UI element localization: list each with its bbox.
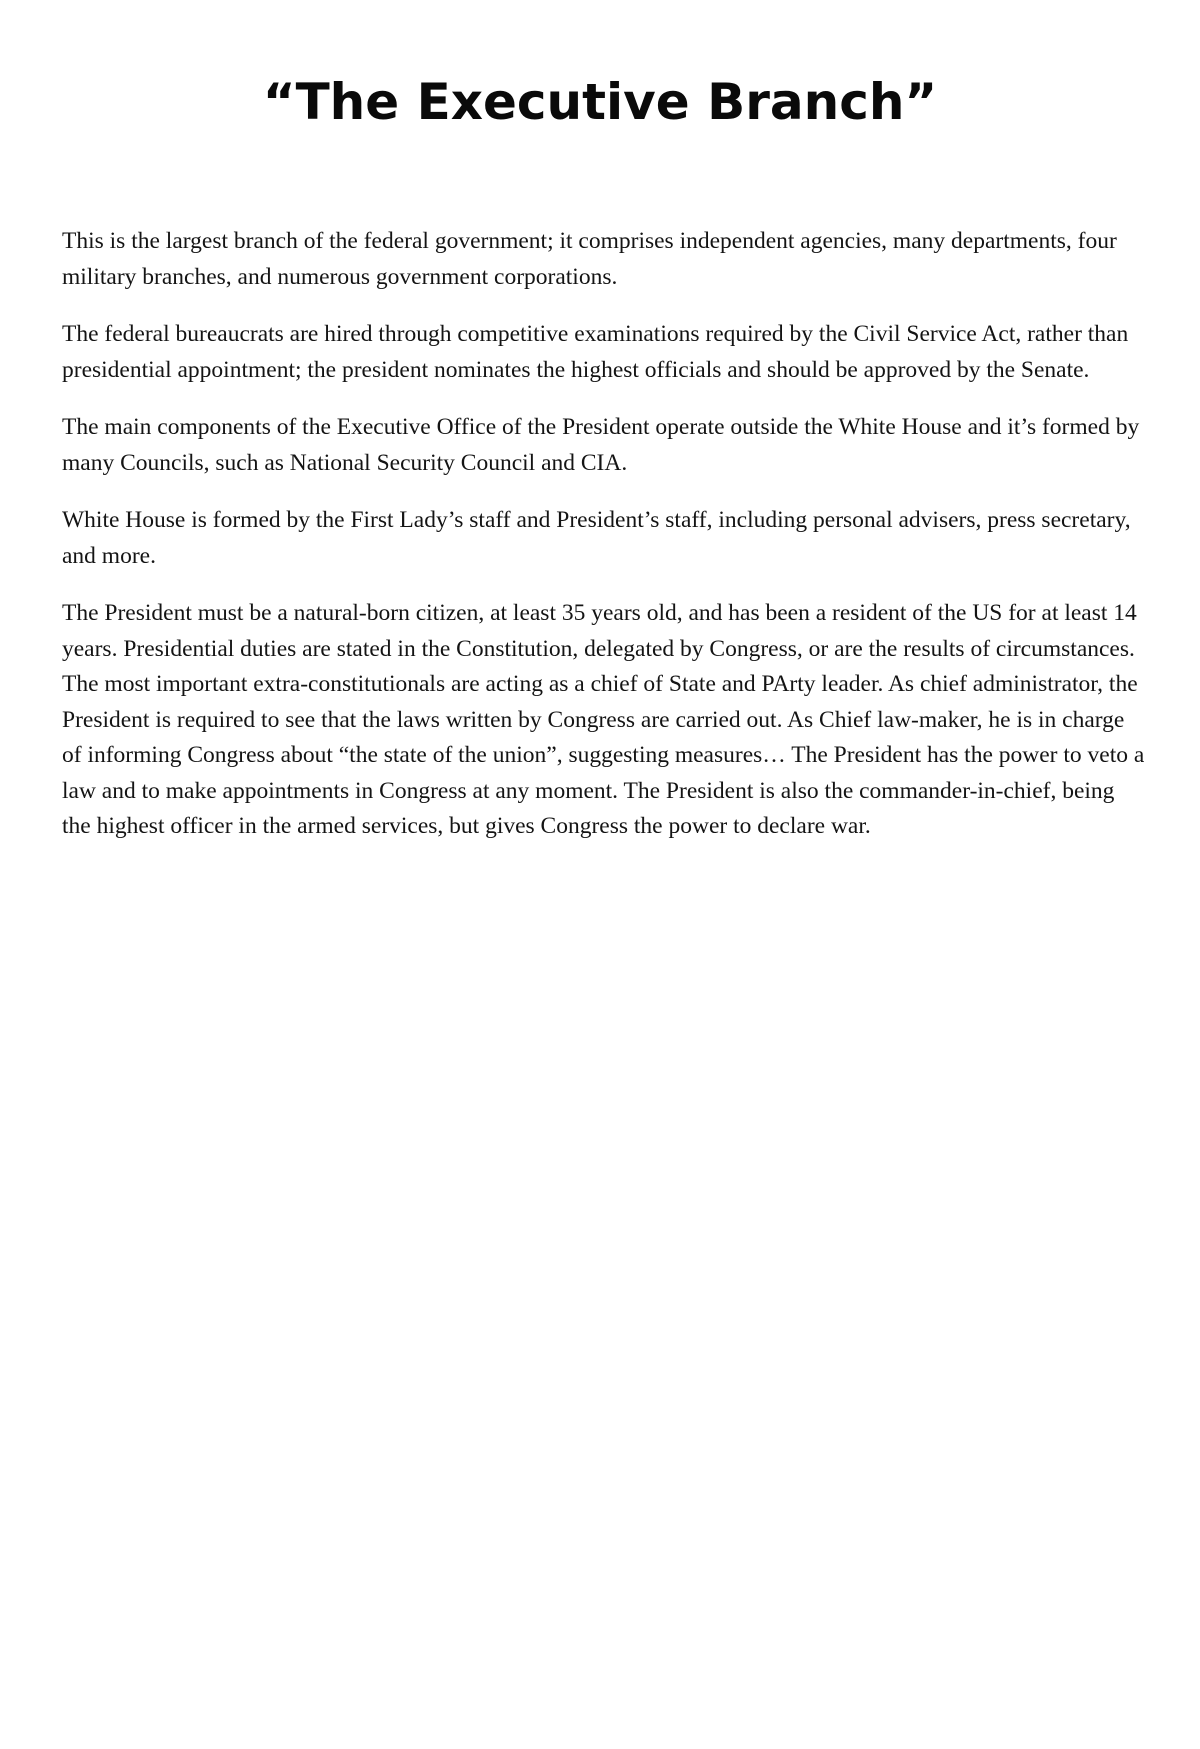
- paragraph-federal-bureaucrats: The federal bureaucrats are hired through competitive examinations required by the Civil Service Act, rather than presidential appointment; the president nominates the highest officials and should be approved by the Senate.: [62, 321, 1129, 383]
- paragraph-president-duties: The President must be a natural-born citizen, at least 35 years old, and has been a resident of the US for at least 14 years. Presidential duties are stated in the Constitution, delegated by Congress, or are the results of circumstances. The most important extra-constitutionals are acting as a chief of State and PArty leader. As chief administrator, the President is required to see that the laws written by Congress are carried out. As Chief law-maker, he is in charge of informing Congress about “the state of the union”, suggesting measures… The President has the power to veto a law and to make appointments in Congress at any moment. The President is also the commander-in-chief, being the highest officer in the armed services, but gives Congress the power to declare war.: [62, 600, 1145, 839]
- paragraph-executive-office: The main components of the Executive Office of the President operate outside the White House and it’s formed by many Councils, such as National Security Council and CIA.: [62, 414, 1140, 476]
- document-body: [62, 224, 1146, 867]
- paragraph-white-house: White House is formed by the First Lady’s staff and President’s staff, including personal advisers, press secretary, and more.: [62, 507, 1131, 569]
- paragraph-largest-branch: This is the largest branch of the federal government; it comprises independent agencies, many departments, four military branches, and numerous government corporations.: [62, 228, 1117, 290]
- document-title: “The Executive Branch”: [262, 73, 938, 131]
